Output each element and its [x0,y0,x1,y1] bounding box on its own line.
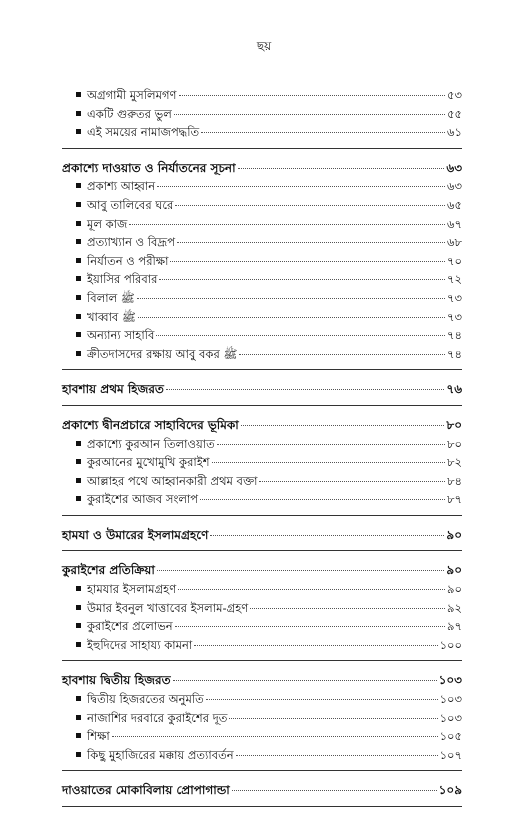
toc-label: হামযার ইসলামগ্রহণ [87,582,177,597]
toc-entry [62,472,462,491]
toc-label: খাব্বাব ﷺ [87,309,136,324]
toc-label: ইয়াসির পরিবার [87,272,158,287]
dot-leader [156,335,445,336]
toc-entry [62,86,462,105]
square-bullet-icon [76,715,81,720]
square-bullet-icon [76,258,81,263]
toc-section [62,781,462,807]
dot-leader [259,481,445,482]
toc-page-number: ৭৪ [447,346,462,361]
square-bullet-icon [76,111,81,116]
toc-page-number: ১০৯ [438,783,462,798]
toc-section [62,86,462,149]
square-bullet-icon [76,696,81,701]
toc-section-title [62,416,462,435]
square-bullet-icon [76,478,81,483]
toc-label: নাজাশির দরবারে কুরাইশের দূত [87,710,228,725]
page-number: ছয় [256,39,272,53]
toc-entry [62,345,462,364]
dot-leader [217,444,445,445]
dot-leader [241,425,445,426]
square-bullet-icon [76,586,81,591]
toc-entry [62,435,462,454]
toc-entry [62,690,462,709]
table-of-contents [62,86,462,817]
toc-entry [62,270,462,289]
square-bullet-icon [76,496,81,501]
toc-label: মূল কাজ [87,216,128,231]
dot-leader [179,95,446,96]
toc-page-number: ৮০ [446,417,462,432]
toc-page-number: ৯২ [447,600,462,615]
toc-entry [62,709,462,728]
dot-leader [229,718,437,719]
toc-entry [62,617,462,636]
toc-page-number: ৫৩ [447,88,462,102]
toc-label: ক্রীতদাসদের রক্ষায় আবু বকর ﷺ [87,346,238,361]
dot-leader [175,626,445,627]
dot-leader [206,699,438,700]
toc-page-number: ৬৩ [446,160,462,175]
toc-page-number: ১০৫ [439,729,462,744]
toc-section [62,526,462,552]
toc-label: ইহুদিদের সাহায্য কামনা [87,637,193,652]
toc-page-number: ৯০ [447,582,462,597]
square-bullet-icon [76,733,81,738]
toc-page-number: ৫৫ [447,106,462,121]
dot-leader [201,132,445,133]
dot-leader [159,279,445,280]
toc-label: অগ্রগামী মুসলিমগণ [87,88,177,102]
toc-page-number: ৬৫ [447,197,462,212]
square-bullet-icon [76,351,81,356]
toc-page-number: ৮০ [447,436,462,451]
square-bullet-icon [76,441,81,446]
toc-entry [62,196,462,215]
toc-label: আল্লাহর পথে আহ্বানকারী প্রথম বক্তা [87,473,258,488]
toc-entry [62,289,462,308]
square-bullet-icon [76,221,81,226]
toc-page-number: ৬৮ [447,235,462,250]
toc-entry [62,580,462,599]
dot-leader [138,317,445,318]
dot-leader [177,242,445,243]
toc-page-number: ১০৭ [439,747,462,762]
toc-label: প্রকাশ্যে দাওয়াত ও নির্যাতনের সূচনা [62,160,236,175]
toc-entry [62,746,462,765]
square-bullet-icon [76,92,81,97]
toc-entry [62,123,462,142]
toc-section [62,561,462,661]
toc-section-title [62,781,462,800]
toc-page-number: ৭৩ [447,309,462,324]
toc-section [62,380,462,406]
toc-section [62,416,462,516]
toc-label: অন্যান্য সাহাবি [87,328,155,343]
toc-section-title [62,380,462,399]
square-bullet-icon [76,295,81,300]
toc-label: হাবশায় প্রথম হিজরত [62,382,164,397]
square-bullet-icon [76,332,81,337]
toc-section [62,671,462,771]
toc-page-number: ৭০ [447,253,462,268]
toc-label: নির্যাতন ও পরীক্ষা [87,253,169,268]
square-bullet-icon [76,605,81,610]
dot-leader [112,736,438,737]
toc-entry [62,636,462,655]
toc-label: দাওয়াতের মোকাবিলায় প্রোপাগান্ডা [62,783,230,798]
toc-label: হাবশায় দ্বিতীয় হিজরত [62,673,171,688]
toc-page-number: ৮৪ [447,473,462,488]
toc-entry [62,490,462,509]
toc-label: শিক্ষা [87,729,110,744]
dot-leader [236,755,438,756]
dot-leader [174,114,445,115]
toc-page-number: ৯০ [446,527,462,542]
toc-page-number: ১০৩ [439,710,462,725]
toc-page-number: ৭৩ [447,290,462,305]
toc-label: উমার ইবনুল খাত্তাবের ইসলাম-গ্রহণ [87,600,249,615]
toc-page-number: ৬৭ [447,216,462,231]
toc-entry [62,215,462,234]
square-bullet-icon [76,642,81,647]
dot-leader [238,168,445,169]
square-bullet-icon [76,202,81,207]
toc-entry [62,105,462,124]
toc-entry [62,177,462,196]
square-bullet-icon [76,314,81,319]
toc-page-number: ১০০ [439,637,462,652]
toc-page-number: ৭৪ [447,328,462,343]
toc-entry [62,308,462,327]
toc-page-number: ৬১ [447,125,462,140]
square-bullet-icon [76,623,81,628]
toc-label: প্রকাশ্যে কুরআন তিলাওয়াত [87,436,215,451]
toc-page-number: ১০৩ [439,692,462,707]
toc-label: এই সময়ের নামাজপদ্ধতি [87,125,200,140]
toc-page-number: ৬৩ [447,179,462,194]
toc-section [62,159,462,371]
square-bullet-icon [76,276,81,281]
dot-leader [194,645,437,646]
square-bullet-icon [76,183,81,188]
toc-label: হামযা ও উমারের ইসলামগ্রহণে [62,527,209,542]
toc-page-number: ১০৩ [438,673,462,688]
toc-label: প্রকাশ্য আহ্বান [87,179,156,194]
dot-leader [129,224,445,225]
toc-page-number: ৭৬ [446,382,462,397]
dot-leader [137,298,445,299]
toc-label: কুরআনের মুখোমুখি কুরাইশ [87,455,210,470]
toc-label: একটি গুরুতর ভুল [87,106,172,121]
dot-leader [175,205,445,206]
toc-label: কুরাইশের প্রলোভন [87,619,173,634]
dot-leader [157,570,445,571]
toc-section-title [62,561,462,580]
dot-leader [166,389,444,390]
square-bullet-icon [76,239,81,244]
toc-label: প্রকাশ্যে দ্বীনপ্রচারে সাহাবিদের ভূমিকা [62,417,239,432]
toc-page-number: ৭২ [447,272,462,287]
toc-entry [62,233,462,252]
toc-section-title [62,526,462,545]
toc-label: আবু তালিবের ঘরে [87,197,174,212]
dot-leader [157,186,445,187]
toc-label: কুরাইশের আজব সংলাপ [87,492,199,507]
toc-entry [62,326,462,345]
toc-entry [62,252,462,271]
toc-page-number: ৮২ [447,455,462,470]
dot-leader [210,535,444,536]
dot-leader [239,354,445,355]
square-bullet-icon [76,752,81,757]
toc-section-title [62,159,462,178]
square-bullet-icon [76,129,81,134]
toc-label: বিলাল ﷺ [87,290,135,305]
toc-entry [62,453,462,472]
dot-leader [170,261,445,262]
square-bullet-icon [76,459,81,464]
toc-label: দ্বিতীয় হিজরতের অনুমতি [87,692,204,707]
toc-page-number: ৯০ [446,563,462,578]
toc-label: কুরাইশের প্রতিক্রিয়া [62,563,155,578]
dot-leader [232,790,437,791]
toc-label: কিছু মুহাজিরের মক্কায় প্রত্যাবর্তন [87,747,234,762]
toc-page-number: ৯৭ [447,619,462,634]
dot-leader [200,499,445,500]
dot-leader [178,589,445,590]
dot-leader [250,608,445,609]
dot-leader [212,462,446,463]
toc-entry [62,599,462,618]
toc-label: প্রত্যাখ্যান ও বিদ্রূপ [87,235,176,250]
toc-entry [62,727,462,746]
dot-leader [173,680,437,681]
toc-page-number: ৮৭ [447,492,462,507]
toc-section-title [62,671,462,690]
